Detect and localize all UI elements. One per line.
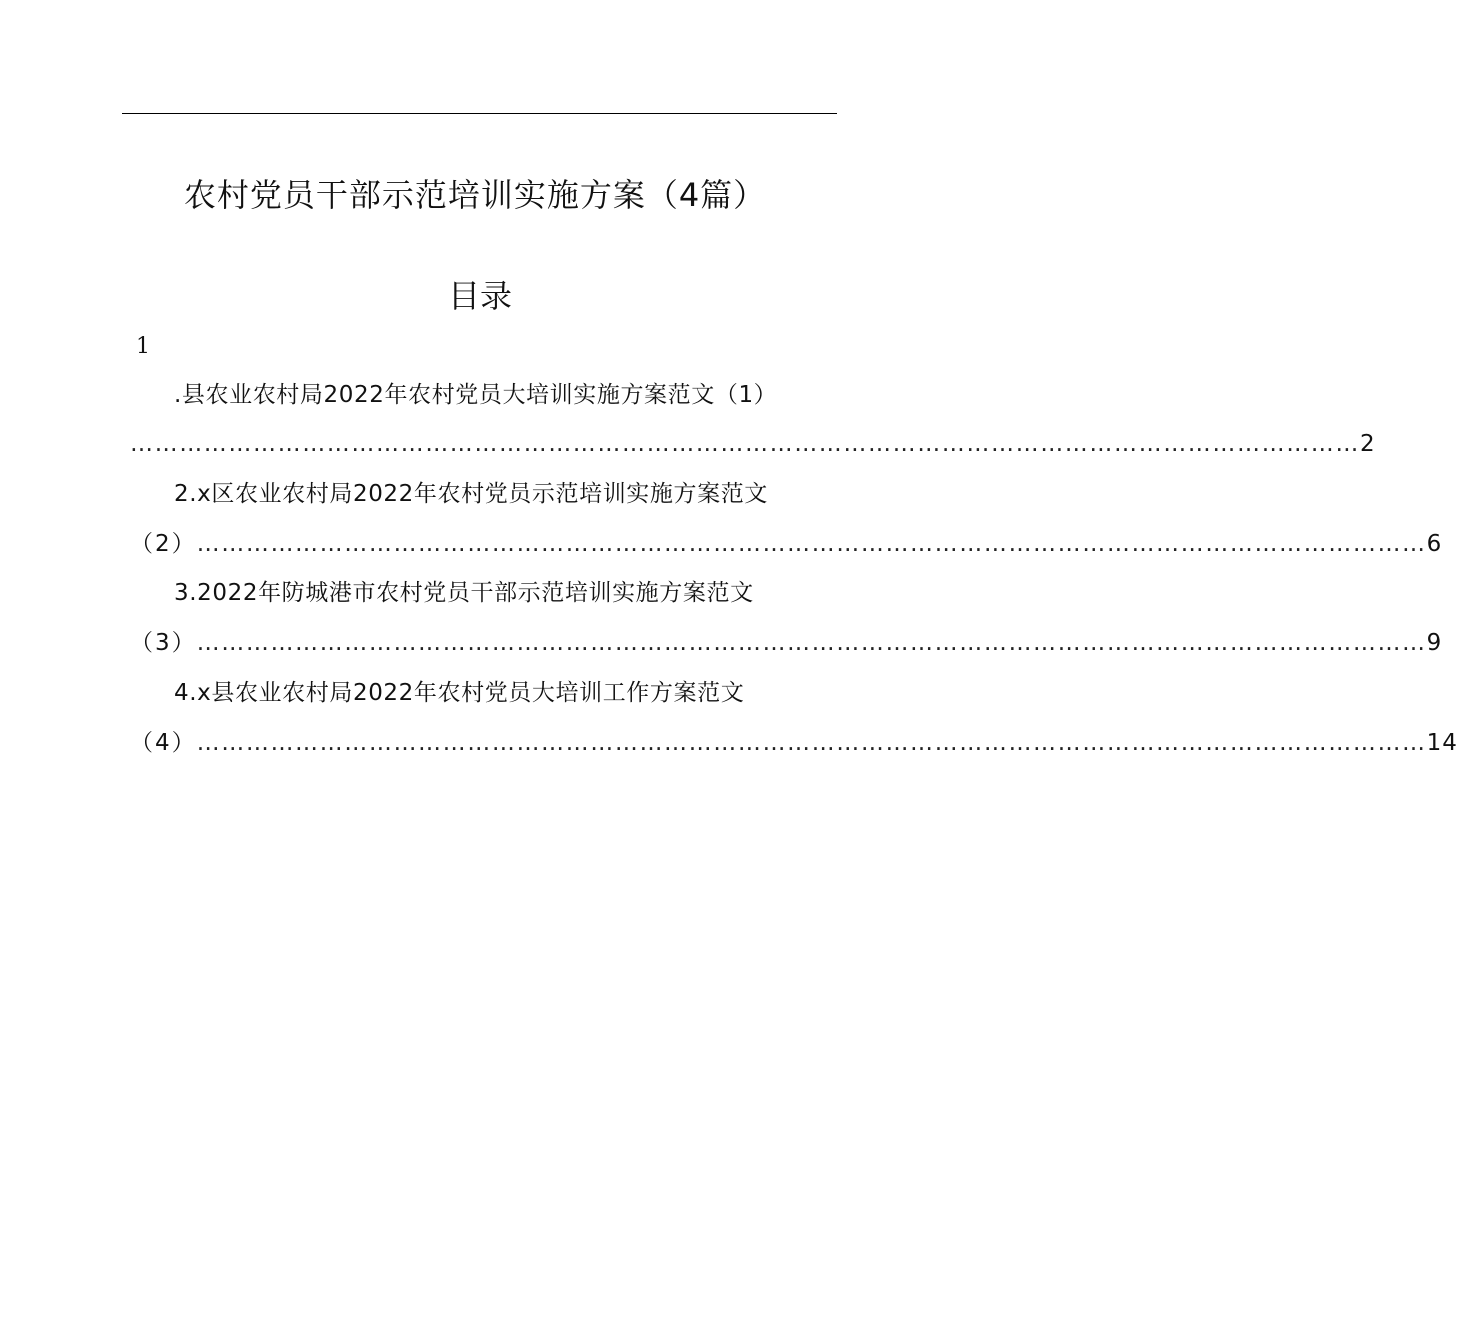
toc-entry-1-page: 2 (1360, 431, 1376, 457)
toc-entry-4-text[interactable]: 4.x县农业农村局2022年农村党员大培训工作方案范文 (174, 680, 745, 706)
stray-number: 1 (136, 334, 150, 359)
toc-entry-3-page: 9 (1426, 630, 1443, 656)
document-title: 农村党员干部示范培训实施方案（4篇） (183, 176, 767, 214)
toc-entry-3-prefix: （3） (130, 630, 197, 656)
toc-entry-3-leader[interactable] (122, 626, 1443, 660)
toc-entry-1-dots: …………………………………………………………………………………………………………………………………… (130, 431, 1360, 457)
toc-entry-2-text[interactable]: 2.x区农业农村局2022年农村党员示范培训实施方案范文 (174, 481, 768, 507)
header-rule (122, 113, 837, 114)
toc-entry-4-leader[interactable] (122, 726, 1458, 760)
toc-entry-4-prefix: （4） (130, 730, 197, 756)
toc-entry-4-page: 14 (1426, 730, 1458, 756)
toc-entry-3-text[interactable]: 3.2022年防城港市农村党员干部示范培训实施方案范文 (174, 580, 754, 606)
toc-entry-3-dots: …………………………………………………………………………………………………………………………………… (196, 630, 1427, 656)
toc-entry-2-prefix: （2） (130, 531, 197, 557)
toc-entry-1-text[interactable]: .县农业农村局2022年农村党员大培训实施方案范文（1） (174, 382, 778, 408)
toc-entry-1-leader[interactable] (122, 427, 1376, 461)
toc-entry-2-page: 6 (1426, 531, 1443, 557)
toc-entry-2-leader[interactable] (122, 527, 1443, 561)
toc-heading: 目录 (447, 277, 512, 315)
toc-entry-2-dots: …………………………………………………………………………………………………………………………………… (196, 531, 1427, 557)
toc-entry-4-dots: …………………………………………………………………………………………………………………………………… (196, 730, 1427, 756)
